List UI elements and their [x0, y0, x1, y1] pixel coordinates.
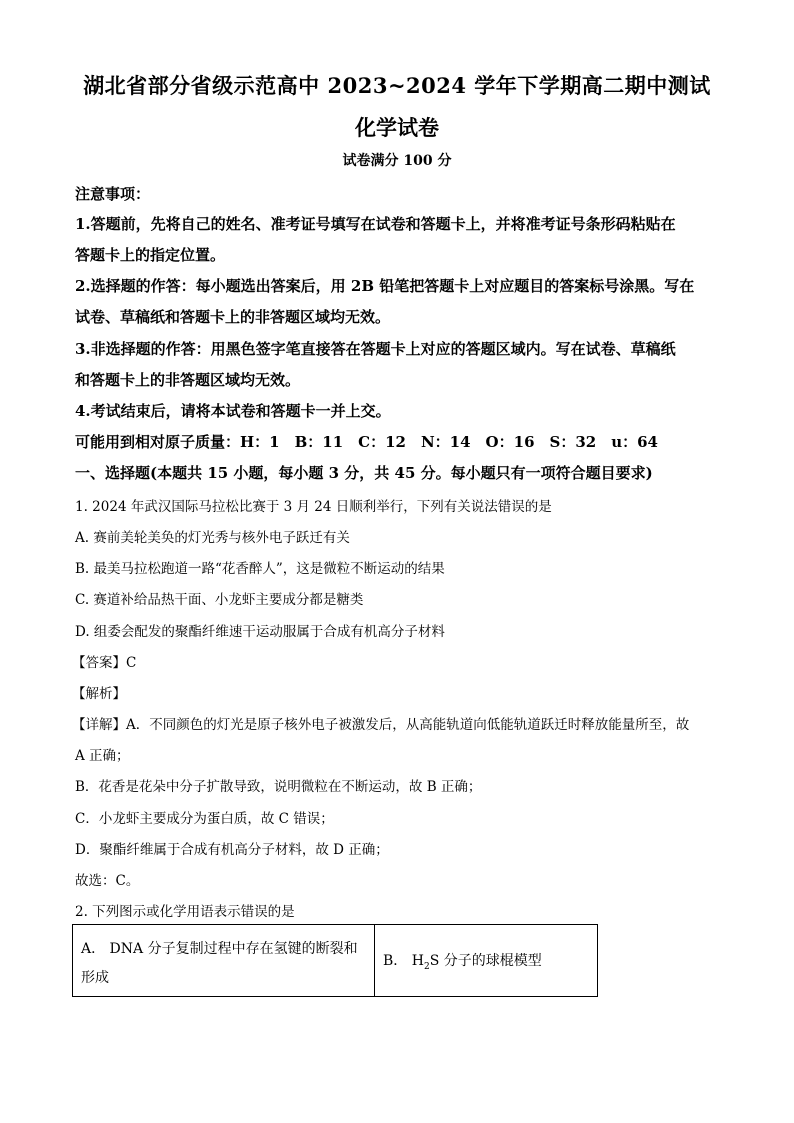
notice-line: 2.选择题的作答：每小题选出答案后，用 2B 铅笔把答题卡上对应题目的答案标号涂黑。写在: [75, 277, 695, 295]
detail-line: A 正确；: [75, 748, 130, 764]
options-table: [72, 924, 598, 997]
detail-line: 【详解】A．不同颜色的灯光是原子核外电子被激发后，从高能轨道向低能轨道跃迁时释放能量所至，故: [72, 717, 690, 733]
conclusion-line: 故选：C。: [75, 873, 140, 889]
total-score: 试卷满分 100 分: [342, 153, 452, 169]
answer-label: 【答案】C: [72, 655, 137, 671]
subject-title: 化学试卷: [355, 115, 439, 140]
atomic-mass-line: 可能用到相对原子质量：H：1 B：11 C：12 N：14 O：16 S：32 u：64: [75, 433, 658, 451]
option-c: C. 赛道补给品热干面、小龙虾主要成分都是糖类: [75, 592, 364, 608]
exam-title: 湖北省部分省级示范高中 2023~2024 学年下学期高二期中测试: [83, 73, 711, 98]
option-d: D. 组委会配发的聚酯纤维速干运动服属于合成有机高分子材料: [75, 624, 445, 640]
option-a: A. 赛前美轮美奂的灯光秀与核外电子跃迁有关: [75, 530, 350, 546]
option-b-text: B． $H_2S$ 分子的球棍模型: [383, 952, 542, 972]
notice-line: 和答题卡上的非答题区域均无效。: [75, 371, 301, 389]
notice-line: 3.非选择题的作答：用黑色签字笔直接答在答题卡上对应的答题区域内。写在试卷、草稿纸: [75, 340, 676, 358]
detail-line: C．小龙虾主要成分为蛋白质，故 C 错误；: [75, 811, 334, 827]
option-a-cell: [73, 925, 375, 996]
notice-heading: 注意事项：: [75, 185, 151, 203]
option-b-cell: [375, 925, 597, 996]
question-stem: 1. 2024 年武汉国际马拉松比赛于 3 月 24 日顺利举行，下列有关说法错误的是: [75, 499, 552, 515]
detail-line: B．花香是花朵中分子扩散导致，说明微粒在不断运动，故 B 正确；: [75, 779, 482, 795]
notice-line: 试卷、草稿纸和答题卡上的非答题区域均无效。: [75, 308, 391, 326]
notice-line: 1.答题前，先将自己的姓名、准考证号填写在试卷和答题卡上，并将准考证号条形码粘贴在: [75, 215, 676, 233]
detail-line: D．聚酯纤维属于合成有机高分子材料，故 D 正确；: [75, 842, 389, 858]
option-a-text: 形成: [81, 970, 109, 986]
notice-line: 答题卡上的指定位置。: [75, 246, 226, 264]
section-heading: 一、选择题(本题共 15 小题，每小题 3 分，共 45 分。每小题只有一项符合题目要求): [75, 464, 653, 482]
notice-line: 4.考试结束后，请将本试卷和答题卡一并上交。: [75, 402, 391, 420]
question-stem: 2. 下列图示或化学用语表示错误的是: [75, 904, 295, 920]
option-a-text: A． DNA 分子复制过程中存在氢键的断裂和: [81, 941, 358, 957]
analysis-label: 【解析】: [72, 686, 126, 702]
option-b: B. 最美马拉松跑道一路“花香醉人”，这是微粒不断运动的结果: [75, 561, 445, 577]
